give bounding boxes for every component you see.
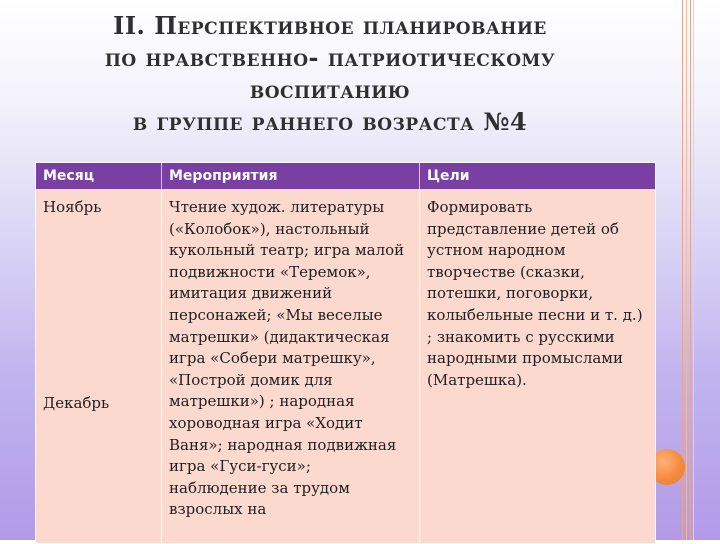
planning-table: [35, 162, 656, 544]
slide-title: [40, 10, 620, 138]
title-line-1: II. Перспективное планирование: [113, 11, 547, 40]
cell-goals: Формировать представление детей об устном народном творчестве (сказки, потешки, поговорки, колыбельные песни и т. д.) ; знакомить с русскими народными промыслами (Матрешка).: [427, 198, 643, 389]
decorative-edge-lines: [682, 0, 694, 540]
title-line-2: по нравственно- патриотическому: [104, 43, 556, 72]
cell-months: [36, 189, 162, 543]
table-row: [36, 189, 655, 543]
title-line-4: в группе раннего возраста №4: [132, 107, 528, 136]
title-line-3: воспитанию: [249, 75, 411, 104]
cell-activities: Чтение худож. литературы («Колобок»), настольный кукольный театр; игра малой подвижности «Теремок», имитация движений персонажей; «Мы веселые матрешки» (дидактическая игра «Собери матрешку», «Построй домик для матрешки») ; народная хороводная игра «Ходит Ваня»; народная подвижная игра «Гуси-гуси»; наблюдение за трудом взрослых на: [162, 189, 420, 543]
table-header-row: [36, 163, 655, 189]
header-activities: Мероприятия: [162, 163, 420, 189]
month-november: Ноябрь: [43, 198, 102, 216]
month-december: Декабрь: [43, 393, 110, 412]
header-goals: Цели: [427, 168, 470, 184]
header-month: Месяц: [36, 163, 162, 189]
